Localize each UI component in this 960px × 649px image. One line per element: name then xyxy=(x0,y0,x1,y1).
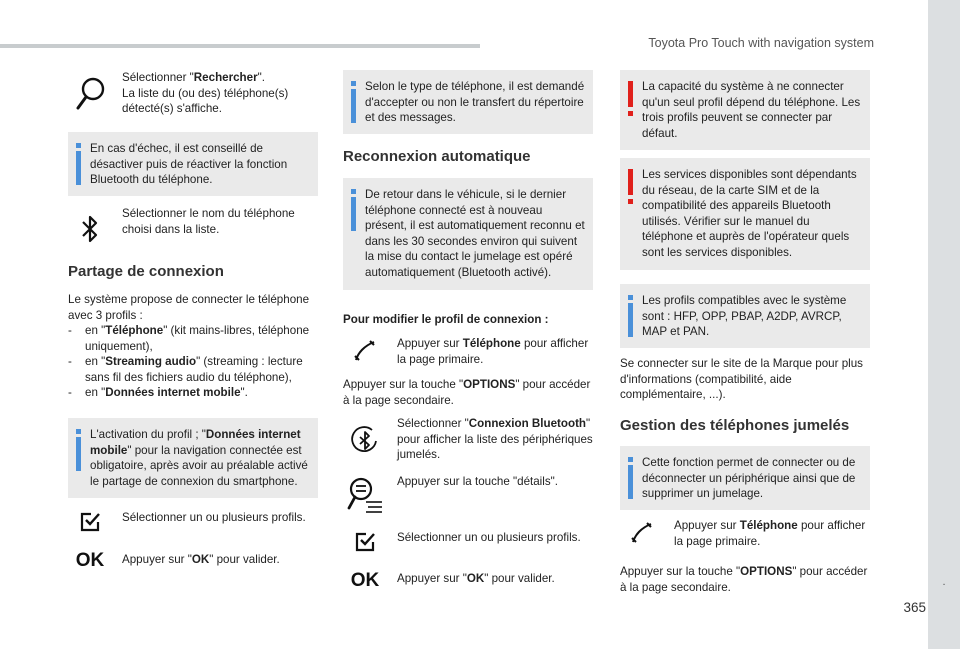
warning-icon xyxy=(628,169,634,218)
note-mobile-data: L'activation du profil ; "Données internet mobile" pour la navigation connectée est obligatoire, après avoir au préalable activé le partage de connexion du smartphone. xyxy=(68,418,318,498)
header-rule xyxy=(0,44,480,48)
side-tab xyxy=(928,0,960,649)
profiles-intro: Le système propose de connecter le téléphone avec 3 profils : - en "Téléphone" (kit mains-libres, téléphone uniquement), - en "Streaming audio" (streaming : lecture sans fil des fichiers audio du téléphone), - en "Données internet mobile". xyxy=(68,292,318,401)
step-bluetooth-connection xyxy=(343,416,593,466)
step-select-profiles-2-text: Sélectionner un ou plusieurs profils. xyxy=(397,531,581,544)
info-icon xyxy=(351,189,357,238)
bluetooth-icon xyxy=(68,214,112,244)
info-icon xyxy=(76,143,82,192)
step-phone xyxy=(343,336,593,370)
checkbox-icon xyxy=(68,511,112,533)
step-phone-3 xyxy=(620,518,870,552)
heading-reconnexion: Reconnexion automatique xyxy=(343,148,531,165)
step-select-profiles xyxy=(68,510,318,540)
step-details xyxy=(343,474,593,518)
profile-item: - en "Données internet mobile". xyxy=(68,385,318,401)
website-info: Se connecter sur le site de la Marque pour plus d'informations (compatibilité, aide complémentaire, ...). xyxy=(620,357,863,401)
step-select-profiles-2 xyxy=(343,530,593,560)
step-select-phone xyxy=(68,206,318,246)
note-auto-reconnect: De retour dans le véhicule, si le dernier téléphone connecté est à nouveau présent, il est automatiquement reconnu et dans les 30 secondes environ qui suivent la mise du contact le jumelage est opéré automatiquement (Bluetooth activé). xyxy=(343,178,593,290)
step-search xyxy=(68,70,318,118)
note-bluetooth-failure: En cas d'échec, il est conseillé de désactiver puis de réactiver la fonction Bluetooth du téléphone. xyxy=(68,132,318,196)
search-icon xyxy=(68,76,112,112)
warning-services: Les services disponibles sont dépendants du réseau, de la carte SIM et de la compatibilité des appareils Bluetooth utilisés. Vérifier sur le manuel du téléphone et auprès de l'opérateur quels sont les services disponibles. xyxy=(620,158,870,270)
step-phone-3-text: Appuyer sur Téléphone pour afficher la page primaire. xyxy=(674,519,866,548)
info-icon xyxy=(628,457,634,506)
step-ok-2-text: Appuyer sur "OK" pour valider. xyxy=(397,572,555,585)
info-icon xyxy=(628,295,634,344)
warning-single-profile: La capacité du système à ne connecter qu'un seul profil dépend du téléphone. Les trois profils peuvent se connecter par défaut. xyxy=(620,70,870,150)
warning-icon xyxy=(628,81,634,130)
details-icon xyxy=(343,476,387,516)
page-header-title: Toyota Pro Touch with navigation system xyxy=(648,36,874,50)
checkbox-icon xyxy=(343,531,387,553)
ok-icon: OK xyxy=(350,570,380,591)
step-ok-text: Appuyer sur "OK" pour valider. xyxy=(122,553,280,566)
heading-partage-connexion: Partage de connexion xyxy=(68,263,224,280)
info-icon xyxy=(351,81,357,130)
profiles-list xyxy=(68,323,318,401)
phone-icon xyxy=(620,521,664,545)
step-select-phone-text: Sélectionner le nom du téléphone choisi dans la liste. xyxy=(122,207,295,236)
modify-profile-title: Pour modifier le profil de connexion : xyxy=(343,313,549,326)
profile-item: - en "Streaming audio" (streaming : lecture sans fil des fichiers audio du téléphone), xyxy=(68,354,318,385)
step-phone-text: Appuyer sur Téléphone pour afficher la page primaire. xyxy=(397,337,589,366)
step-details-text: Appuyer sur la touche "détails". xyxy=(397,475,558,488)
ok-icon: OK xyxy=(75,550,105,571)
step-ok-2 xyxy=(343,570,593,596)
bluetooth-circle-icon xyxy=(343,426,387,456)
step-bluetooth-text: Sélectionner "Connexion Bluetooth" pour afficher la liste des périphériques jumelés. xyxy=(397,417,593,461)
heading-gestion-telephones: Gestion des téléphones jumelés xyxy=(620,417,850,434)
note-transfer: Selon le type de téléphone, il est demandé d'accepter ou non le transfert du répertoire et des messages. xyxy=(343,70,593,134)
note-compatible-profiles: Les profils compatibles avec le système sont : HFP, OPP, PBAP, A2DP, AVRCP, MAP et PAN. xyxy=(620,284,870,348)
page-number: 365 xyxy=(903,600,926,615)
options-instruction-3: Appuyer sur la touche "OPTIONS" pour accéder à la page secondaire. xyxy=(620,565,868,594)
note-manage-function: Cette fonction permet de connecter ou de déconnecter un périphérique ainsi que de supprimer un jumelage. xyxy=(620,446,870,510)
profile-item: - en "Téléphone" (kit mains-libres, téléphone uniquement), xyxy=(68,323,318,354)
side-tab-mark: . xyxy=(942,576,946,588)
phone-icon xyxy=(343,339,387,363)
info-icon xyxy=(76,429,82,478)
step-select-profiles-text: Sélectionner un ou plusieurs profils. xyxy=(122,511,306,524)
step-ok xyxy=(68,550,318,576)
options-instruction: Appuyer sur la touche "OPTIONS" pour accéder à la page secondaire. xyxy=(343,378,591,407)
step-search-text: Sélectionner "Rechercher". La liste du (ou des) téléphone(s) détecté(s) s'affiche. xyxy=(122,71,289,115)
